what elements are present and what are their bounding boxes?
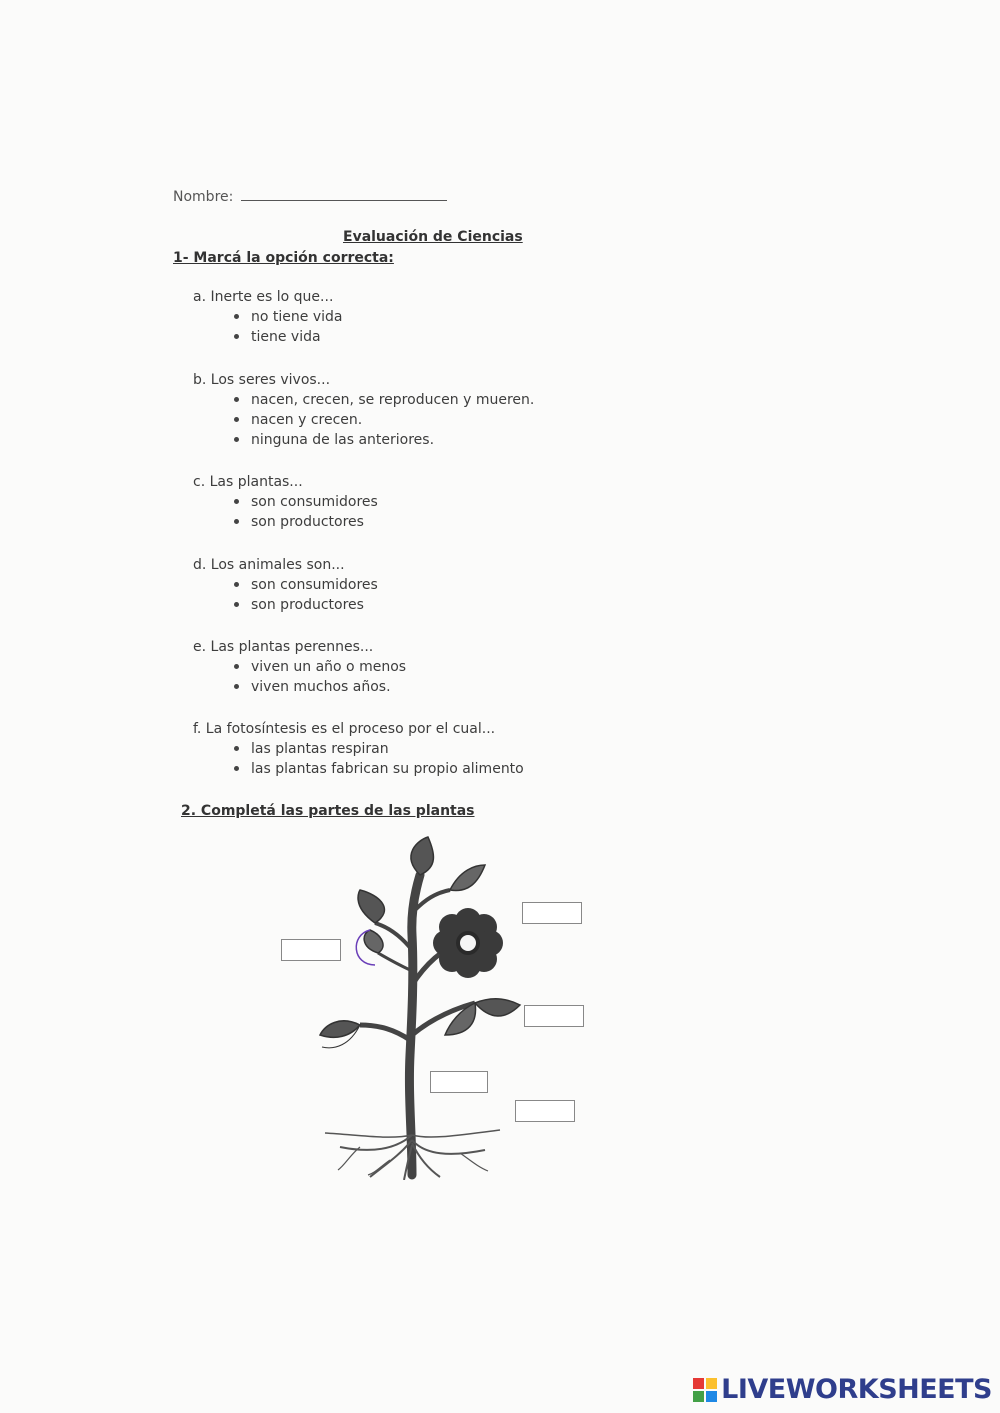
plant-part-answer-box[interactable] <box>524 1005 584 1027</box>
bullet-icon <box>234 684 239 689</box>
bullet-icon <box>234 582 239 587</box>
option-item[interactable] <box>234 307 342 327</box>
option-item[interactable] <box>234 657 406 677</box>
option-item[interactable] <box>234 677 406 697</box>
option-item[interactable] <box>234 575 378 595</box>
option-text: tiene vida <box>251 329 321 345</box>
bullet-icon <box>234 519 239 524</box>
bullet-icon <box>234 397 239 402</box>
option-item[interactable] <box>234 512 378 532</box>
liveworksheets-logo <box>693 1374 992 1405</box>
question-e <box>193 637 406 697</box>
bullet-icon <box>234 334 239 339</box>
plant-part-answer-box[interactable] <box>515 1100 575 1122</box>
plant-part-answer-box[interactable] <box>522 902 582 924</box>
name-blank-line[interactable] <box>241 186 447 201</box>
section1-heading: 1- Marcá la opción correcta: <box>173 250 394 266</box>
bullet-icon <box>234 437 239 442</box>
question-label: c. Las plantas... <box>193 474 303 490</box>
plant-illustration <box>300 835 560 1180</box>
question-d <box>193 555 378 615</box>
option-text: viven un año o menos <box>251 659 407 675</box>
plant-part-answer-box[interactable] <box>281 939 341 961</box>
question-c <box>193 472 378 532</box>
option-text: nacen, crecen, se reproducen y mueren. <box>251 392 535 408</box>
bullet-icon <box>234 602 239 607</box>
bullet-icon <box>234 766 239 771</box>
bullet-icon <box>234 746 239 751</box>
bullet-icon <box>234 314 239 319</box>
page-title: Evaluación de Ciencias <box>343 229 523 245</box>
option-text: viven muchos años. <box>251 679 391 695</box>
bullet-icon <box>234 417 239 422</box>
question-label: e. Las plantas perennes... <box>193 639 374 655</box>
option-text: las plantas fabrican su propio alimento <box>251 761 524 777</box>
option-text: son consumidores <box>251 494 378 510</box>
option-text: son productores <box>251 597 364 613</box>
bullet-icon <box>234 499 239 504</box>
question-a <box>193 287 342 347</box>
bullet-icon <box>234 664 239 669</box>
name-field-row <box>173 186 447 205</box>
option-item[interactable] <box>234 327 342 347</box>
question-label: b. Los seres vivos... <box>193 372 331 388</box>
plant-part-answer-box[interactable] <box>430 1071 488 1093</box>
option-item[interactable] <box>234 410 534 430</box>
option-text: las plantas respiran <box>251 741 389 757</box>
option-text: nacen y crecen. <box>251 412 363 428</box>
option-item[interactable] <box>234 595 378 615</box>
option-text: ninguna de las anteriores. <box>251 432 435 448</box>
option-item[interactable] <box>234 430 534 450</box>
liveworksheets-logo-text: LIVEWORKSHEETS <box>721 1374 992 1405</box>
option-text: son consumidores <box>251 577 378 593</box>
option-item[interactable] <box>234 759 524 779</box>
option-item[interactable] <box>234 492 378 512</box>
question-b <box>193 370 534 450</box>
question-f <box>193 719 524 779</box>
question-label: f. La fotosíntesis es el proceso por el cual... <box>193 721 496 737</box>
name-label: Nombre: <box>173 189 234 205</box>
question-label: a. Inerte es lo que... <box>193 289 334 305</box>
option-item[interactable] <box>234 390 534 410</box>
question-label: d. Los animales son... <box>193 557 345 573</box>
section2-heading: 2. Completá las partes de las plantas <box>181 803 475 819</box>
liveworksheets-mark-icon <box>693 1378 717 1402</box>
option-text: no tiene vida <box>251 309 343 325</box>
option-text: son productores <box>251 514 364 530</box>
option-item[interactable] <box>234 739 524 759</box>
